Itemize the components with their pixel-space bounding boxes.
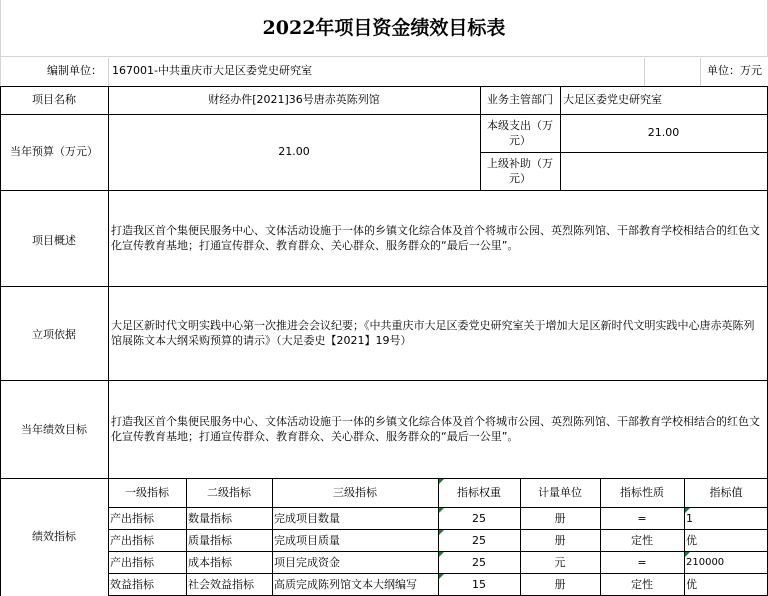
- unit-cell: 册: [554, 512, 566, 525]
- level2-cell: 成本指标: [188, 556, 232, 569]
- budget-label: 当年预算（万元）: [10, 145, 98, 158]
- header-weight: 指标权重: [457, 486, 501, 499]
- subsidy-label: 上级补助（万元）: [487, 157, 553, 185]
- header-unit: 计量单位: [538, 486, 582, 499]
- nature-cell: =: [637, 512, 647, 525]
- value-cell: 1: [686, 512, 693, 525]
- indicators-label: 绩效指标: [32, 530, 76, 543]
- nature-cell: 定性: [631, 578, 653, 591]
- level2-cell: 质量指标: [188, 534, 232, 547]
- header-level2: 二级指标: [207, 486, 251, 499]
- goal-text: 打造我区首个集便民服务中心、文体活动设施于一体的乡镇文化综合体及首个将城市公园、英烈陈列馆、干部教育学校相结合的红色文化宣传教育基地；打通宣传群众、教育群众、关心群众、服务群众的“最后一公里”。: [111, 415, 760, 443]
- overview-label: 项目概述: [32, 234, 76, 247]
- dept-label: 业务主管部门: [487, 93, 553, 106]
- level2-cell: 社会效益指标: [188, 578, 254, 591]
- cell-warning-marker: [439, 574, 444, 579]
- level3-cell: 完成项目质量: [274, 534, 340, 547]
- unit-cell: 元: [554, 556, 566, 569]
- org-label: 编制单位：: [47, 64, 102, 77]
- unit-cell: 册: [554, 534, 566, 547]
- level3-cell: 高质完成陈列馆文本大纲编写: [274, 578, 417, 591]
- cell-warning-marker: [439, 530, 444, 535]
- cell-warning-marker: [439, 552, 444, 557]
- unit-cell: 册: [554, 578, 566, 591]
- nature-cell: 定性: [631, 534, 653, 547]
- nature-cell: =: [637, 556, 647, 569]
- value-cell: 210000: [686, 557, 725, 568]
- level1-cell: 产出指标: [110, 512, 154, 525]
- weight-cell: 25: [472, 512, 486, 525]
- weight-cell: 25: [472, 534, 486, 547]
- header-level3: 三级指标: [333, 486, 377, 499]
- budget-total: 21.00: [278, 145, 310, 158]
- level1-cell: 产出指标: [110, 556, 154, 569]
- org-value: 167001-中共重庆市大足区委党史研究室: [112, 64, 312, 77]
- project-name: 财经办件[2021]36号唐赤英陈列馆: [208, 93, 380, 106]
- level2-cell: 数量指标: [188, 512, 232, 525]
- own-expense-label: 本级支出（万元）: [487, 119, 553, 147]
- cell-warning-marker: [439, 508, 444, 513]
- header-level1: 一级指标: [125, 486, 169, 499]
- value-cell: 优: [686, 578, 697, 591]
- level3-cell: 项目完成资金: [274, 556, 340, 569]
- unit-label: 单位：万元: [707, 64, 762, 77]
- value-cell: 优: [686, 534, 697, 547]
- own-expense-value: 21.00: [647, 126, 680, 139]
- cell-warning-marker: [685, 552, 690, 557]
- basis-text: 大足区新时代文明实践中心第一次推进会会议纪要；《中共重庆市大足区委党史研究室关于增加大足区新时代文明实践中心唐赤英陈列馆展陈文本大纲采购预算的请示》（大足委史【2021】19号）: [111, 319, 755, 347]
- basis-label: 立项依据: [32, 328, 76, 341]
- cell-warning-marker: [685, 508, 690, 513]
- project-name-label: 项目名称: [32, 93, 76, 106]
- level1-cell: 产出指标: [110, 534, 154, 547]
- level3-cell: 完成项目数量: [274, 512, 340, 525]
- weight-cell: 15: [472, 578, 486, 591]
- cell-warning-marker: [439, 479, 444, 484]
- weight-cell: 25: [472, 556, 486, 569]
- level1-cell: 效益指标: [110, 578, 154, 591]
- goal-label: 当年绩效目标: [21, 423, 87, 436]
- header-value: 指标值: [709, 486, 743, 499]
- page-title: 2022年项目资金绩效目标表: [262, 17, 506, 39]
- header-nature: 指标性质: [620, 486, 664, 499]
- overview-text: 打造我区首个集便民服务中心、文体活动设施于一体的乡镇文化综合体及首个将城市公园、英烈陈列馆、干部教育学校相结合的红色文化宣传教育基地；打通宣传群众、教育群众、关心群众、服务群众的“最后一公里”。: [111, 224, 760, 252]
- dept-value: 大足区委党史研究室: [563, 93, 662, 106]
